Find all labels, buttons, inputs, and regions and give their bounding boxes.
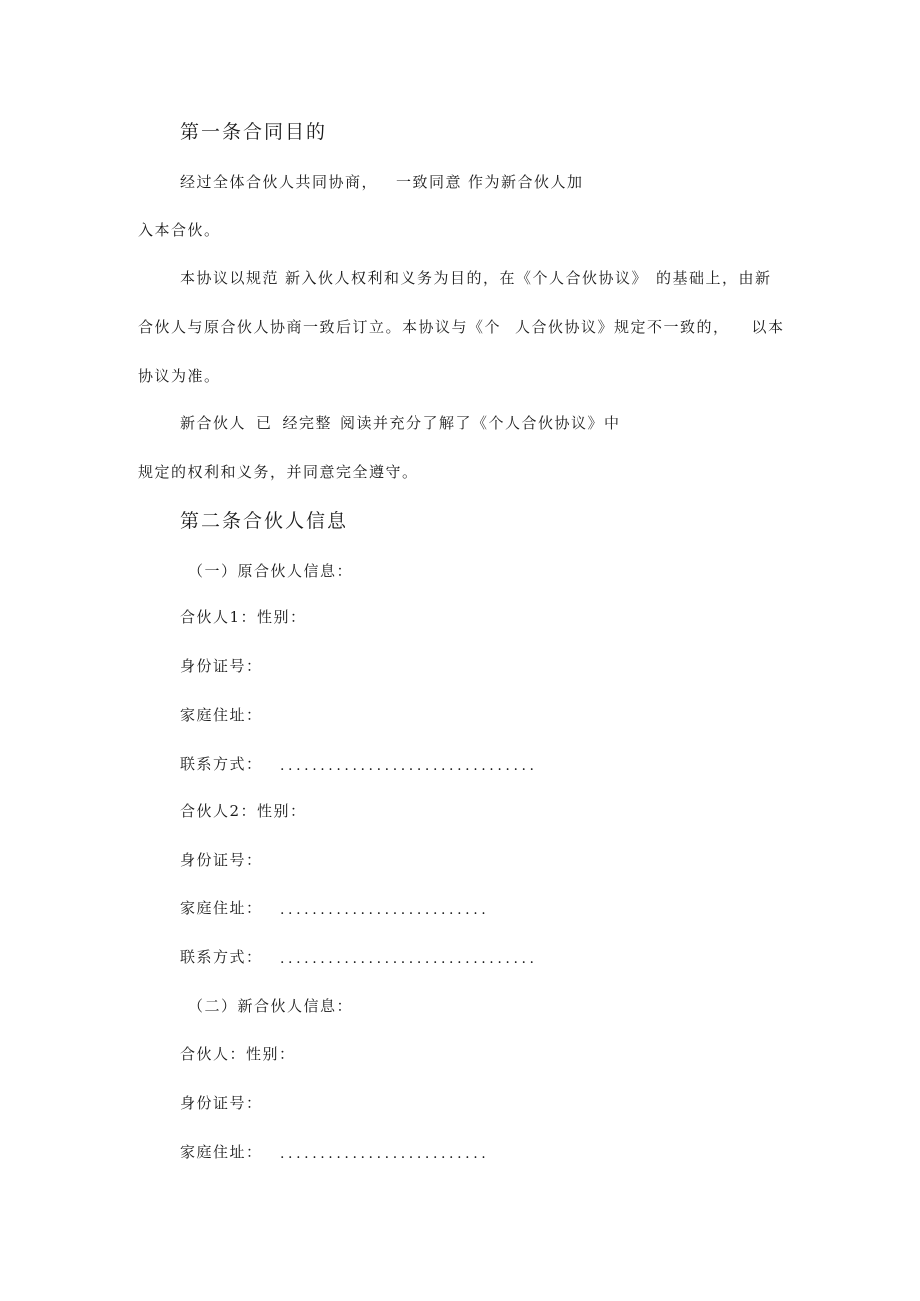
p1-text-b: 一致同意 <box>396 173 463 191</box>
paragraph2-line1 <box>180 268 772 288</box>
partner2-label: 合伙人2：性别： <box>180 802 307 820</box>
new-partner-address-dots: .......................... <box>280 1146 490 1162</box>
paragraph3-line1 <box>180 413 621 433</box>
p3-text-c: 经完整 <box>282 414 333 432</box>
partner1-contact-dots: ................................ <box>280 758 538 774</box>
partner1-label: 合伙人1：性别： <box>180 608 307 626</box>
partner1-id-label: 身份证号： <box>180 657 263 675</box>
p2-text-c: 的基础上，由新 <box>656 269 772 287</box>
paragraph1-line1 <box>180 172 584 192</box>
paragraph3-line2: 规定的权利和义务，并同意完全遵守。 <box>138 463 419 481</box>
partner1-address-label: 家庭住址： <box>180 706 263 724</box>
paragraph1-line2: 入本合伙。 <box>138 221 221 239</box>
paragraph2-line2 <box>138 317 785 337</box>
article2-heading: 第二条合伙人信息 <box>180 510 349 532</box>
p2-text-a: 本协议以规范 <box>180 269 280 287</box>
partner2-id-label: 身份证号： <box>180 851 263 869</box>
p1-text-a: 经过全体合伙人共同协商， <box>180 173 379 191</box>
p3-text-b: 已 <box>256 414 273 432</box>
partner2-contact-label: 联系方式： <box>180 948 263 966</box>
new-partner-address-label: 家庭住址： <box>180 1143 263 1161</box>
article1-heading: 第一条合同目的 <box>180 121 328 143</box>
partner2-address-label: 家庭住址： <box>180 899 263 917</box>
new-partner-id-label: 身份证号： <box>180 1094 263 1112</box>
p2-text-b: 新入伙人权利和义务为目的，在《个人合伙协议》 <box>285 269 649 287</box>
new-partner-label: 合伙人：性别： <box>180 1045 296 1063</box>
paragraph2-line3: 协议为准。 <box>138 367 221 385</box>
p3-text-a: 新合伙人 <box>180 414 247 432</box>
p2-text-e: 人合伙协议》规定不一致的， <box>515 318 730 336</box>
section1-title: （一）原合伙人信息： <box>188 562 354 580</box>
p3-text-d: 阅读并充分了解了《个人合伙协议》中 <box>340 414 621 432</box>
p2-text-f: 以本 <box>751 318 785 336</box>
p1-text-c: 作为新合伙人加 <box>468 173 584 191</box>
p2-text-d: 合伙人与原合伙人协商一致后订立。本协议与《个 <box>138 318 502 336</box>
section2-title: （二）新合伙人信息： <box>188 997 354 1015</box>
partner1-contact-label: 联系方式： <box>180 755 263 773</box>
partner2-address-dots: .......................... <box>280 902 490 918</box>
partner2-contact-dots: ................................ <box>280 951 538 967</box>
